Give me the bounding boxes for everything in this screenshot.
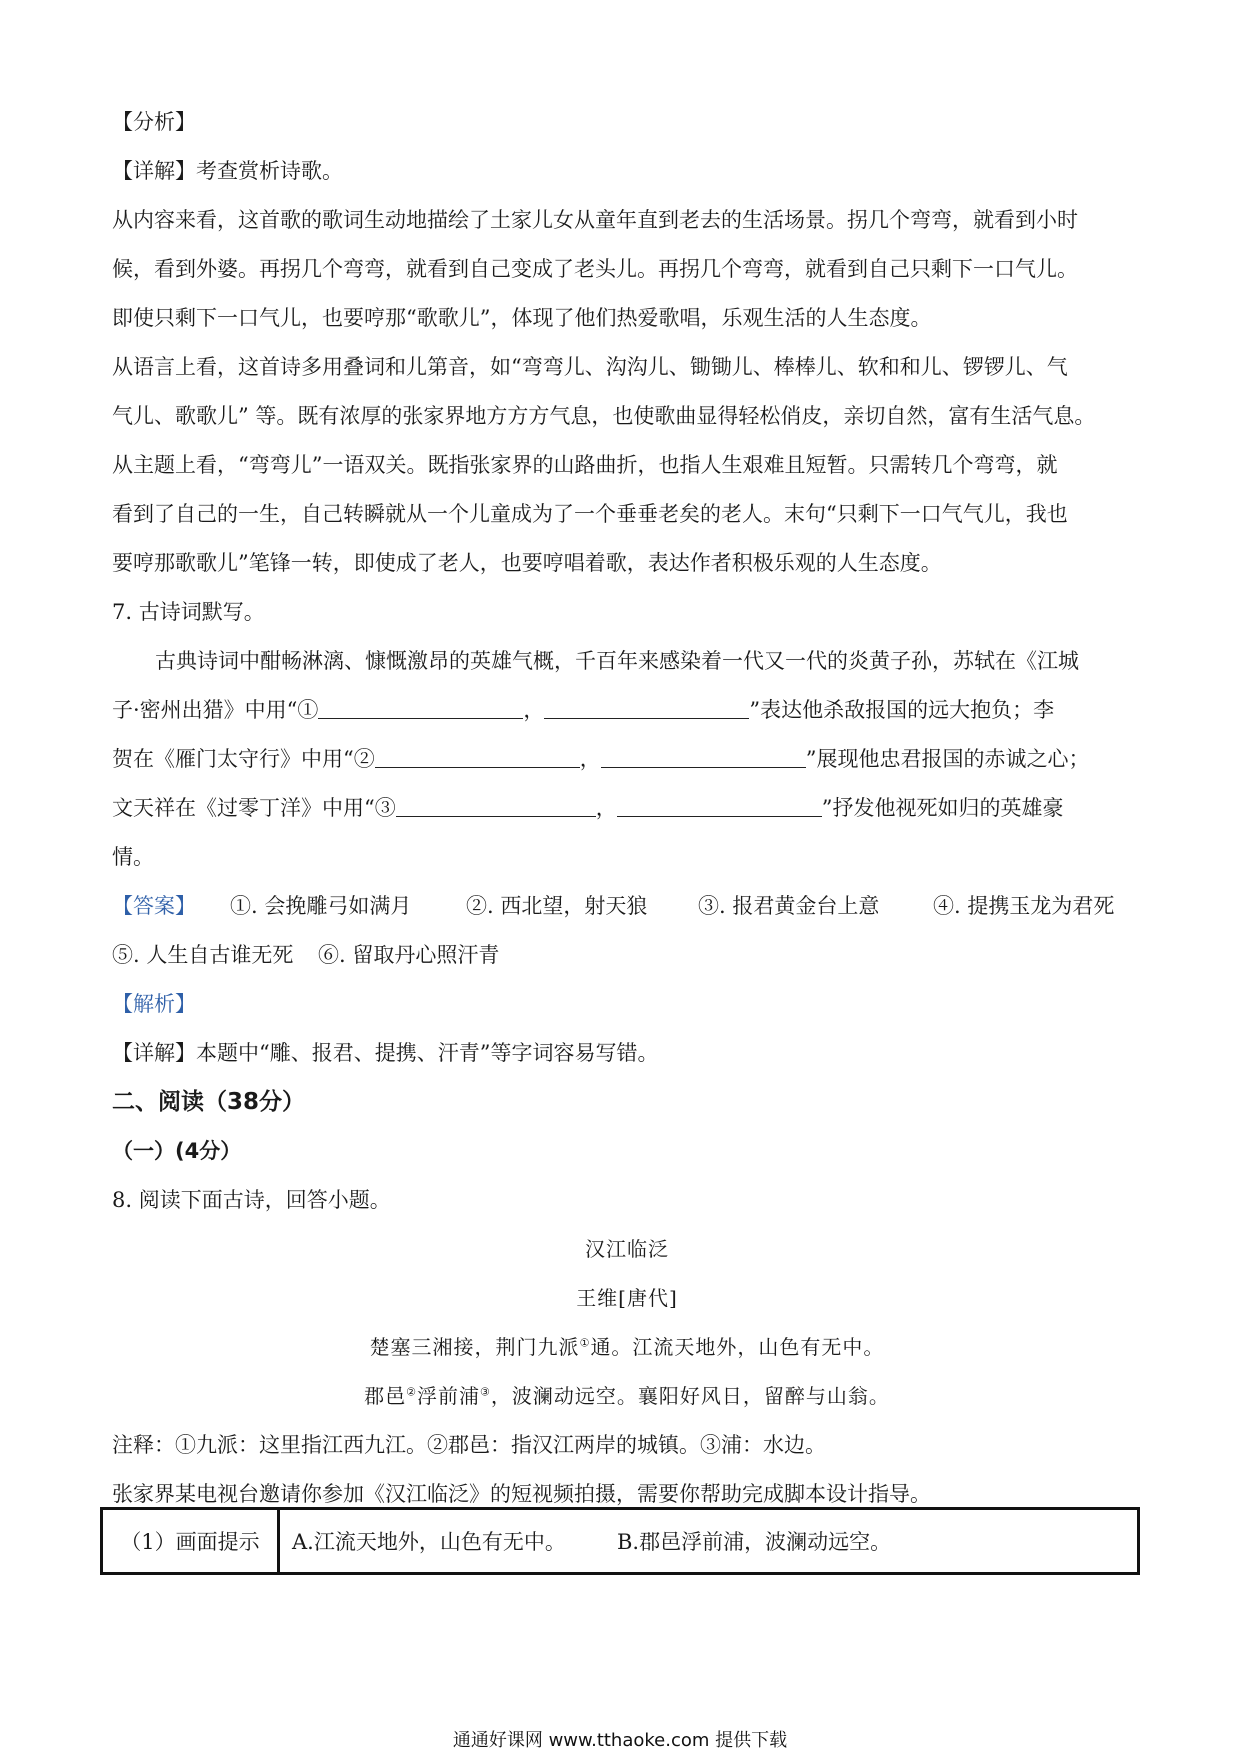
paragraph-line: 从语言上看，这首诗多用叠词和儿第音，如“弯弯儿、沟沟儿、锄锄儿、棒棒儿、软和和儿、锣锣儿、气 [112,355,1068,379]
jiexi-label: 【解析】 [112,992,196,1016]
answer-label: 【答案】 [112,894,196,918]
answer-blank[interactable] [617,790,822,817]
q7-title: 7. 古诗词默写。 [112,600,265,624]
section-heading: 二、阅读（38分） [112,1089,306,1115]
q7-line: 古典诗词中酣畅淋漓、慷慨激昂的英雄气概，千百年来感染着一代又一代的炎黄子孙，苏轼在《江城 [155,649,1079,673]
script-table [100,1507,1140,1575]
poem-text: 楚塞三湘接，荆门九派 [369,1335,580,1359]
paragraph-line: 从内容来看，这首歌的歌词生动地描绘了土家儿女从童年直到老去的生活场景。拐几个弯弯，就看到小时 [112,208,1078,232]
poem-text: 通。江流天地外，山色有无中。 [590,1335,885,1359]
paragraph-line: 从主题上看，“弯弯儿”一语双关。既指张家界的山路曲折，也指人生艰难且短暂。只需转几个弯弯，就 [112,453,1058,477]
answer-blank[interactable] [544,692,749,719]
q7-line [112,735,1142,784]
table-label-cell: （1）画面提示 [102,1509,279,1574]
poem-text: 浮前浦 [417,1384,480,1408]
paragraph-line: 即使只剩下一口气儿，也要哼那“歌歌儿”，体现了他们热爱歌唱，乐观生活的人生态度。 [112,306,932,330]
answer-blank[interactable] [318,692,523,719]
table-content-cell [279,1509,1139,1574]
q7-line [112,686,1142,735]
answer-blank[interactable] [396,790,596,817]
paragraph-line: 看到了自己的一生，自己转瞬就从一个儿童成为了一个垂垂老矣的老人。末句“只剩下一口气气儿，我也 [112,502,1068,526]
detail-line [112,147,1142,196]
q7-text: 贺在《雁门太守行》中用“② [112,747,375,771]
q7-text: ， [523,698,545,722]
poem-text: 郡邑 [364,1384,407,1408]
detail-prefix: 【详解】 [112,159,196,183]
answer-blank[interactable] [601,741,806,768]
task-intro: 张家界某电视台邀请你参加《汉江临泛》的短视频拍摄，需要你帮助完成脚本设计指导。 [112,1482,931,1506]
answer-blank[interactable] [375,741,580,768]
document-body [112,98,1142,1519]
sub-heading: （一）(4分） [112,1139,242,1163]
q7-text: ”抒发他视死如归的英雄豪 [821,796,1064,820]
paragraph-line: 要哼那歌歌儿”笔锋一转，即使成了老人，也要哼唱着歌，表达作者积极乐观的人生态度。 [112,551,942,575]
poem-title: 汉江临泛 [585,1237,669,1261]
option-b: B.郡邑浮前浦，波澜动远空。 [617,1530,892,1554]
poem-author: 王维[唐代] [576,1286,678,1310]
table-row [102,1509,1139,1574]
answer-item: ③. 报君黄金台上意 [698,894,880,918]
answer-line [112,882,1142,931]
detail-text: 考查赏析诗歌。 [196,159,343,183]
poem-text: ，波澜动远空。襄阳好风日，留醉与山翁。 [490,1384,890,1408]
footnote-marker: ① [579,1336,591,1350]
q7-line [112,784,1142,833]
paragraph-line: 气儿、歌歌儿” 等。既有浓厚的张家界地方方方气息，也使歌曲显得轻松俏皮，亲切自然，富有生活气息。 [112,404,1096,428]
q7-text: ， [595,796,617,820]
detail2-line [112,1029,1142,1078]
answer-item: ①. 会挽雕弓如满月 [230,894,412,918]
q7-line: 情。 [112,845,154,869]
q8-title: 8. 阅读下面古诗，回答小题。 [112,1188,391,1212]
detail2-prefix: 【详解】 [112,1041,196,1065]
q7-text: 子·密州出猎》中用“① [112,698,319,722]
q7-text: ”表达他杀敌报国的远大抱负；李 [749,698,1055,722]
footnote-marker: ② [406,1385,417,1399]
detail2-text: 本题中“雕、报君、提携、汗青”等字词容易写错。 [196,1041,659,1065]
poem-line [112,1372,1142,1421]
analysis-heading: 【分析】 [112,110,196,134]
q7-text: ， [579,747,601,771]
answer-item: ⑥. 留取丹心照汗青 [318,943,500,967]
q7-text: 文天祥在《过零丁洋》中用“③ [112,796,396,820]
page-footer: 通通好课网 www.tthaoke.com 提供下载 [452,1730,788,1751]
q7-text: ”展现他忠君报国的赤诚之心； [805,747,1090,771]
answer-item: ②. 西北望，射天狼 [466,894,648,918]
poem-line [112,1323,1142,1372]
paragraph-line: 候，看到外婆。再拐几个弯弯，就看到自己变成了老头儿。再拐几个弯弯，就看到自己只剩下一口气儿。 [112,257,1078,281]
poem-notes: 注释：①九派：这里指江西九江。②郡邑：指汉江两岸的城镇。③浦：水边。 [112,1433,826,1457]
footnote-marker: ③ [480,1385,491,1399]
answer-item: ④. 提携玉龙为君死 [933,894,1115,918]
option-a: A.江流天地外，山色有无中。 [292,1530,566,1554]
answer-item: ⑤. 人生自古谁无死 [112,943,294,967]
answer-line [112,931,1142,980]
